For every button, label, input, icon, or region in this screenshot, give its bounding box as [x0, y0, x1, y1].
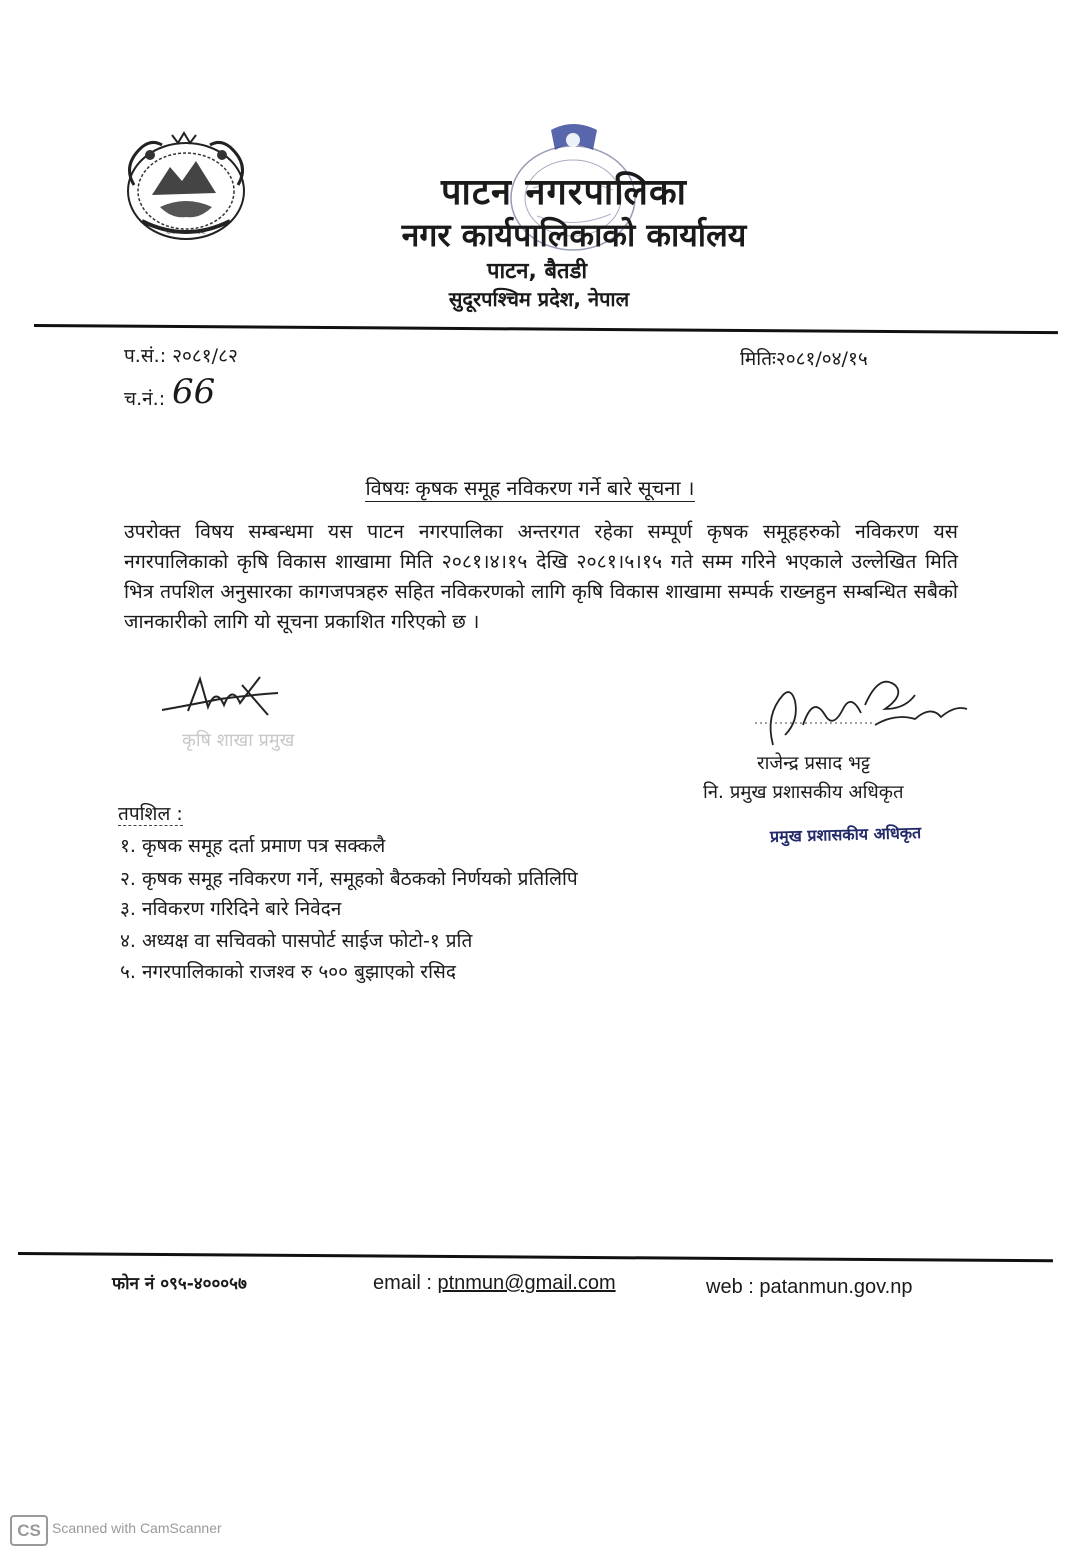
- footer-divider: [18, 1252, 1053, 1262]
- footer-phone: फोन नं ०९५-४०००५७: [112, 1274, 247, 1294]
- list-item: १. कृषक समूह दर्ता प्रमाण पत्र सक्कलै: [120, 835, 386, 857]
- reference-number: प.सं.: २०८१/८२: [124, 345, 238, 367]
- list-item: ४. अध्यक्ष वा सचिवको पासपोर्ट साईज फोटो-१ प्रति: [120, 930, 473, 952]
- header-office-name: नगर कार्यपालिकाको कार्यालय: [401, 216, 747, 254]
- signatory-designation: नि. प्रमुख प्रशासकीय अधिकृत: [703, 782, 904, 803]
- agriculture-chief-label: कृषि शाखा प्रमुख: [182, 730, 295, 751]
- list-item: ३. नविकरण गरिदिने बारे निवेदन: [120, 898, 342, 920]
- designation-stamp: प्रमुख प्रशासकीय अधिकृत: [769, 823, 922, 846]
- camscanner-logo-icon: CS: [10, 1515, 48, 1546]
- footer-website: web : patanmun.gov.np: [706, 1276, 913, 1298]
- header-location: पाटन, बैतडी: [486, 259, 588, 284]
- letter-date: मितिः२०८१/०४/१५: [740, 348, 868, 370]
- header-province: सुदूरपश्चिम प्रदेश, नेपाल: [448, 287, 630, 311]
- dispatch-number-handwritten: 66: [172, 372, 216, 412]
- dispatch-number-label: च.नं.:: [124, 388, 166, 410]
- footer-email: email : ptnmun@gmail.com: [373, 1272, 616, 1294]
- scanner-watermark: Scanned with CamScanner: [52, 1520, 222, 1536]
- header-municipality-name: पाटन नगरपालिका: [441, 172, 687, 213]
- subject-line: विषयः कृषक समूह नविकरण गर्ने बारे सूचना ।: [365, 476, 695, 500]
- notice-body: उपरोक्त विषय सम्बन्धमा यस पाटन नगरपालिका अन्तरगत रहेका सम्पूर्ण कृषक समूहहरुको नविकरण यस नगरपालिकाको कृषि विकास शाखामा मिति २०८१।४।१५ देखि २०८१।५।१५ गते सम्म गरिने भएकाले उल्लेखित मिति भित्र तपशिल अनुसारका कागजपत्रहरु सहित नविकरणको लागि कृषि विकास शाखामा सम्पर्क राख्नहुन सम्बन्धित सबैको जानकारीको लागि यो सूचना प्रकाशित गरिएको छ ।: [124, 520, 958, 633]
- attachments-heading: तपशिल :: [118, 803, 183, 825]
- list-item: २. कृषक समूह नविकरण गर्ने, समूहको बैठकको निर्णयको प्रतिलिपि: [120, 868, 578, 890]
- list-item: ५. नगरपालिकाको राजश्व रु ५०० बुझाएको रसिद: [120, 961, 456, 983]
- left-signature-icon: [160, 665, 280, 725]
- svg-text:~~~~~~~~: ~~~~~~~~: [165, 230, 207, 237]
- right-signature-icon: [755, 665, 970, 750]
- header-divider: [34, 324, 1058, 334]
- email-link[interactable]: ptnmun@gmail.com: [437, 1272, 616, 1294]
- signatory-name: राजेन्द्र प्रसाद भट्ट: [757, 753, 871, 774]
